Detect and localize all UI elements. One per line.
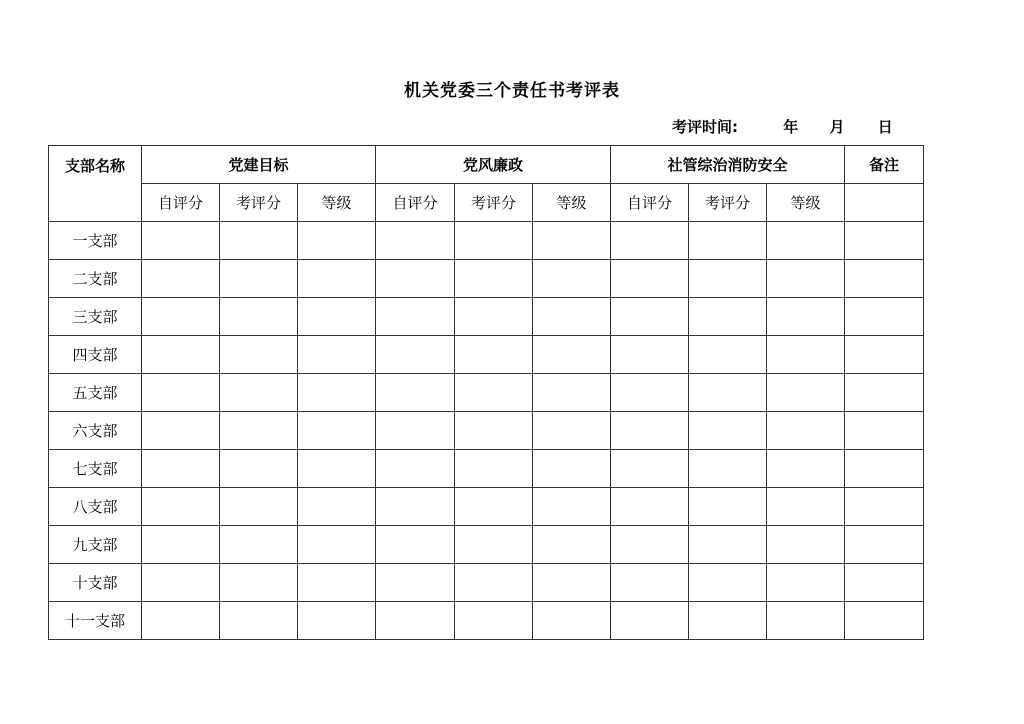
score-cell[interactable] [455,260,533,298]
score-cell[interactable] [689,222,767,260]
table-row [49,564,924,602]
score-cell[interactable] [142,222,220,260]
evaluation-table [48,145,924,640]
score-cell[interactable] [845,260,924,298]
table-row [49,526,924,564]
score-cell[interactable] [767,450,845,488]
score-cell[interactable] [533,564,611,602]
score-cell[interactable] [845,412,924,450]
score-cell[interactable] [298,336,376,374]
score-cell[interactable] [767,488,845,526]
score-cell[interactable] [689,260,767,298]
score-cell[interactable] [611,336,689,374]
score-cell[interactable] [455,336,533,374]
score-cell[interactable] [298,222,376,260]
group-header-social-safety: 社管综治消防安全 [611,146,845,184]
score-cell[interactable] [767,374,845,412]
score-cell[interactable] [220,222,298,260]
score-cell[interactable] [220,412,298,450]
header-row-groups [49,146,924,184]
score-cell[interactable] [220,260,298,298]
score-cell[interactable] [767,412,845,450]
sub-header-grade: 等级 [767,184,845,222]
score-cell[interactable] [376,412,455,450]
table-row [49,222,924,260]
table-row [49,450,924,488]
score-cell[interactable] [142,298,220,336]
branch-name-header-label: 支部名称 [64,157,125,175]
group-header-integrity: 党风廉政 [376,146,611,184]
branch-name-cell: 九支部 [49,526,142,564]
sub-header-self-score: 自评分 [142,184,220,222]
score-cell[interactable] [220,336,298,374]
evaluation-date [672,116,893,137]
score-cell[interactable] [533,298,611,336]
score-cell[interactable] [611,602,689,640]
score-cell[interactable] [142,336,220,374]
score-cell[interactable] [298,450,376,488]
score-cell[interactable] [533,374,611,412]
score-cell[interactable] [142,374,220,412]
header-row-sub [49,184,924,222]
score-cell[interactable] [689,488,767,526]
score-cell[interactable] [611,222,689,260]
score-cell[interactable] [455,564,533,602]
score-cell[interactable] [845,450,924,488]
score-cell[interactable] [220,602,298,640]
table-row [49,374,924,412]
score-cell[interactable] [142,412,220,450]
sub-header-eval-score: 考评分 [689,184,767,222]
score-cell[interactable] [533,488,611,526]
table-row [49,298,924,336]
score-cell[interactable] [767,298,845,336]
score-cell[interactable] [533,602,611,640]
score-cell[interactable] [142,450,220,488]
branch-name-cell: 五支部 [49,374,142,412]
score-cell[interactable] [376,298,455,336]
score-cell[interactable] [220,298,298,336]
branch-name-cell: 十一支部 [49,602,142,640]
score-cell[interactable] [455,488,533,526]
score-cell[interactable] [611,374,689,412]
score-cell[interactable] [142,564,220,602]
score-cell[interactable] [767,526,845,564]
score-cell[interactable] [376,374,455,412]
score-cell[interactable] [298,374,376,412]
remarks-header: 备注 [845,146,924,184]
score-cell[interactable] [533,526,611,564]
remarks-sub-cell [845,184,924,222]
branch-name-header [49,146,142,222]
score-cell[interactable] [845,602,924,640]
score-cell[interactable] [455,450,533,488]
score-cell[interactable] [298,602,376,640]
branch-name-cell: 三支部 [49,298,142,336]
score-cell[interactable] [376,222,455,260]
score-cell[interactable] [611,564,689,602]
score-cell[interactable] [767,564,845,602]
score-cell[interactable] [376,488,455,526]
score-cell[interactable] [611,260,689,298]
score-cell[interactable] [376,260,455,298]
score-cell[interactable] [220,488,298,526]
branch-name-cell: 二支部 [49,260,142,298]
score-cell[interactable] [376,526,455,564]
score-cell[interactable] [455,526,533,564]
score-cell[interactable] [611,526,689,564]
score-cell[interactable] [689,602,767,640]
score-cell[interactable] [611,488,689,526]
sub-header-eval-score: 考评分 [220,184,298,222]
score-cell[interactable] [220,374,298,412]
table-row [49,336,924,374]
score-cell[interactable] [845,564,924,602]
score-cell[interactable] [845,374,924,412]
score-cell[interactable] [142,260,220,298]
branch-name-cell: 四支部 [49,336,142,374]
score-cell[interactable] [142,488,220,526]
score-cell[interactable] [767,222,845,260]
table-row [49,412,924,450]
score-cell[interactable] [533,412,611,450]
score-cell[interactable] [767,260,845,298]
score-cell[interactable] [298,488,376,526]
score-cell[interactable] [376,450,455,488]
score-cell[interactable] [376,564,455,602]
score-cell[interactable] [220,564,298,602]
score-cell[interactable] [455,222,533,260]
score-cell[interactable] [767,336,845,374]
score-cell[interactable] [845,488,924,526]
table-row [49,260,924,298]
score-cell[interactable] [689,298,767,336]
table-row [49,602,924,640]
score-cell[interactable] [845,298,924,336]
score-cell[interactable] [533,222,611,260]
day-label: 日 [877,118,893,136]
score-cell[interactable] [611,450,689,488]
score-cell[interactable] [142,526,220,564]
score-cell[interactable] [845,222,924,260]
table-row [49,488,924,526]
sub-header-eval-score: 考评分 [455,184,533,222]
year-label: 年 [783,118,799,136]
date-label: 考评时间: [672,118,738,136]
score-cell[interactable] [533,450,611,488]
score-cell[interactable] [376,602,455,640]
score-cell[interactable] [455,412,533,450]
score-cell[interactable] [611,298,689,336]
score-cell[interactable] [455,298,533,336]
branch-name-cell: 十支部 [49,564,142,602]
score-cell[interactable] [533,260,611,298]
sub-header-grade: 等级 [533,184,611,222]
sub-header-self-score: 自评分 [611,184,689,222]
group-header-party-building: 党建目标 [142,146,376,184]
score-cell[interactable] [455,602,533,640]
score-cell[interactable] [533,336,611,374]
sub-header-grade: 等级 [298,184,376,222]
score-cell[interactable] [689,336,767,374]
score-cell[interactable] [376,336,455,374]
score-cell[interactable] [767,602,845,640]
score-cell[interactable] [689,450,767,488]
branch-name-cell: 七支部 [49,450,142,488]
score-cell[interactable] [220,450,298,488]
score-cell[interactable] [298,412,376,450]
sub-header-self-score: 自评分 [376,184,455,222]
score-cell[interactable] [689,526,767,564]
score-cell[interactable] [845,526,924,564]
score-cell[interactable] [611,412,689,450]
month-label: 月 [829,118,845,136]
score-cell[interactable] [298,298,376,336]
score-cell[interactable] [689,564,767,602]
score-cell[interactable] [220,526,298,564]
score-cell[interactable] [455,374,533,412]
score-cell[interactable] [298,526,376,564]
branch-name-cell: 八支部 [49,488,142,526]
score-cell[interactable] [142,602,220,640]
score-cell[interactable] [689,374,767,412]
page-title: 机关党委三个责任书考评表 [404,81,620,101]
score-cell[interactable] [845,336,924,374]
branch-name-cell: 六支部 [49,412,142,450]
score-cell[interactable] [689,412,767,450]
score-cell[interactable] [298,260,376,298]
branch-name-cell: 一支部 [49,222,142,260]
score-cell[interactable] [298,564,376,602]
